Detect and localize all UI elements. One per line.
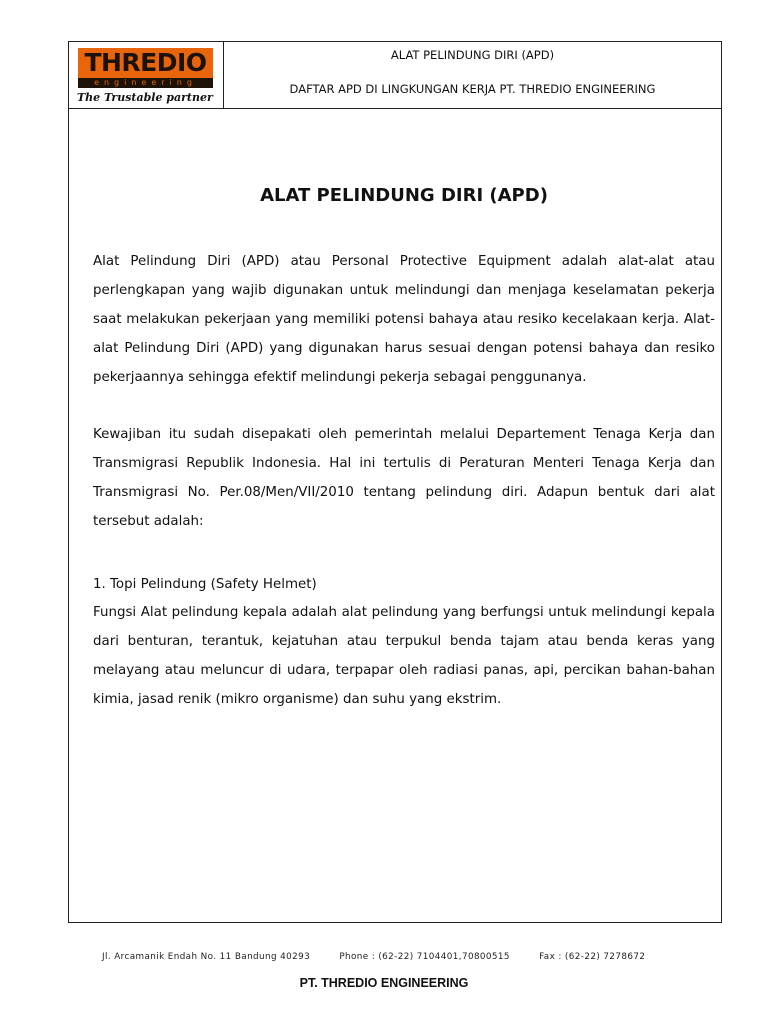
company-logo <box>78 48 213 88</box>
footer-contact <box>102 950 702 964</box>
section-heading-helmet: 1. Topi Pelindung (Safety Helmet) <box>93 577 317 592</box>
header-title: ALAT PELINDUNG DIRI (APD) <box>390 48 555 62</box>
paragraph-helmet: Fungsi Alat pelindung kepala adalah alat pelindung yang berfungsi untuk melindungi kepala dari benturan, terantuk, kejatuhan atau terpukul benda tajam atau benda keras yang melayang atau meluncur di udara, terpapar oleh radiasi panas, api, percikan bahan-bahan kimia, jasad renik (mikro organisme) dan suhu yang ekstrim. <box>93 605 715 707</box>
paragraph-regulation: Kewajiban itu sudah disepakati oleh pemerintah melalui Departement Tenaga Kerja dan Transmigrasi Republik Indonesia. Hal ini tertulis di Peraturan Menteri Tenaga Kerja dan Transmigrasi No. Per.08/Men/VII/2010 tentang pelindung diri. Adapun bentuk dari alat tersebut adalah: <box>93 427 715 529</box>
logo-cell <box>69 42 224 108</box>
document-frame <box>68 41 722 923</box>
footer-fax: Fax : (62-22) 7278672 <box>539 952 646 962</box>
paragraph-intro: Alat Pelindung Diri (APD) atau Personal Protective Equipment adalah alat-alat atau perlengkapan yang wajib digunakan untuk melindungi dan menjaga keselamatan pekerja saat melakukan pekerjaan yang memiliki potensi bahaya atau resiko kecelakaan kerja. Alat-alat Pelindung Diri (APD) yang digunakan harus sesuai dengan potensi bahaya dan resiko pekerjaannya sehingga efektif melindungi pekerja sebagai penggunanya. <box>93 254 715 385</box>
logo-subtitle: engineering <box>78 78 213 88</box>
document-title: ALAT PELINDUNG DIRI (APD) <box>260 185 548 206</box>
document-header <box>69 42 721 109</box>
footer-phone: Phone : (62-22) 7104401,70800515 <box>339 952 510 962</box>
logo-wordmark: THREDIO <box>84 48 207 77</box>
footer-company-name: PT. THREDIO ENGINEERING <box>299 976 469 990</box>
logo-tagline: The Trustable partner <box>77 91 213 104</box>
header-subtitle: DAFTAR APD DI LINGKUNGAN KERJA PT. THREDIO ENGINEERING <box>289 82 656 96</box>
footer-address: Jl. Arcamanik Endah No. 11 Bandung 40293 <box>102 952 311 962</box>
header-title-cell <box>224 42 721 108</box>
